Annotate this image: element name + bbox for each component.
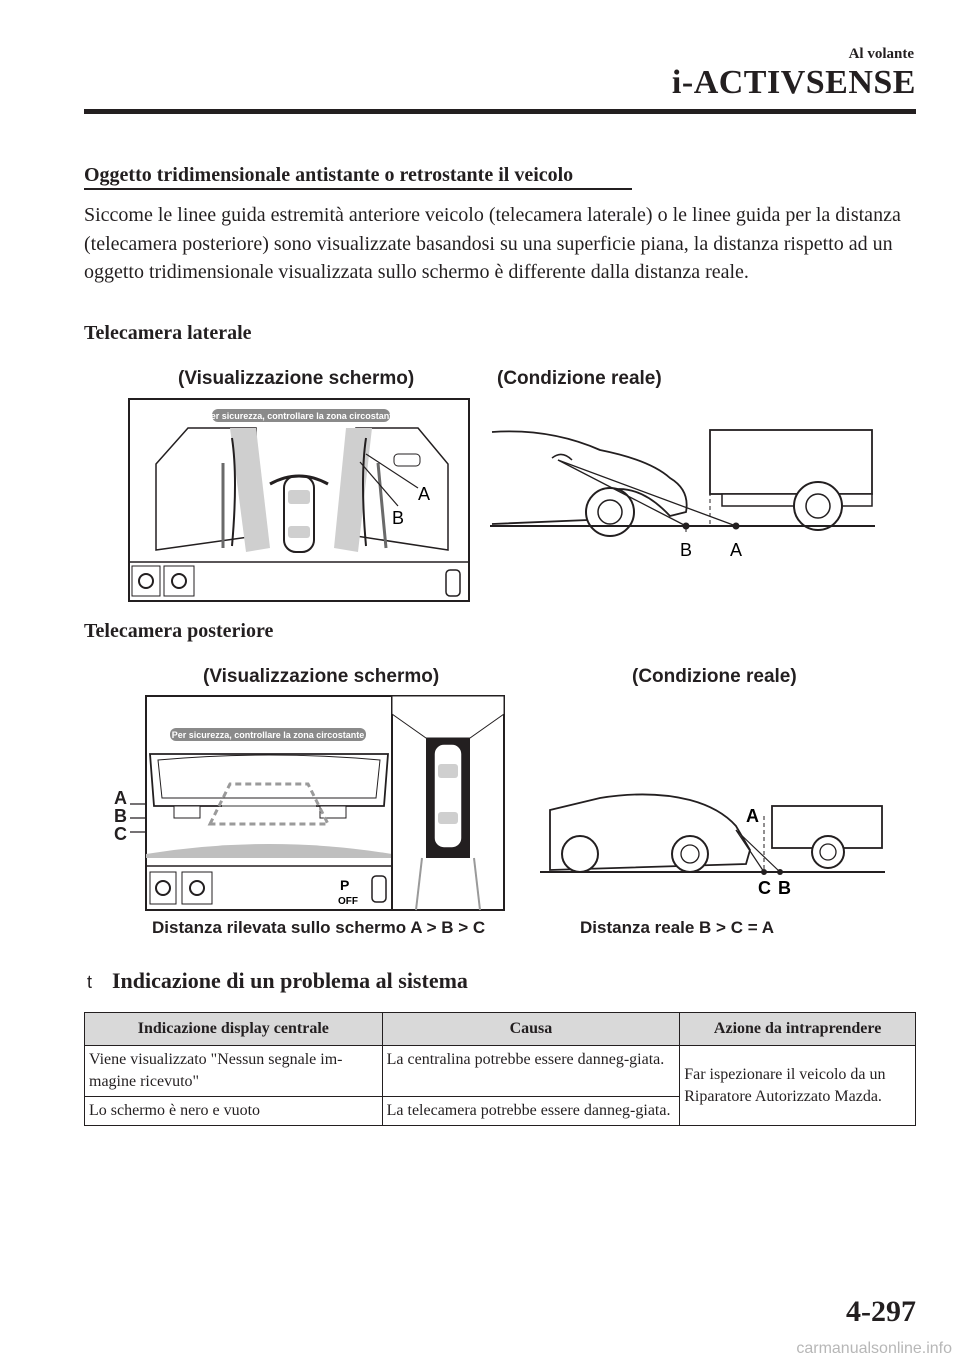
problem-table	[84, 1012, 916, 1126]
rear-screen-label-c: C	[114, 824, 127, 844]
rear-distance-real: Distanza reale B > C = A	[580, 918, 775, 937]
rear-caption-real: (Condizione reale)	[632, 666, 797, 687]
side-real-label-b: B	[680, 540, 693, 560]
rear-off-label: OFF	[338, 896, 358, 907]
table-row	[85, 1046, 916, 1097]
side-real-label-a: A	[730, 540, 743, 560]
rear-camera-heading: Telecamera posteriore	[84, 620, 274, 642]
header-rule	[84, 109, 916, 114]
rear-screen-banner: Per sicurezza, controllare la zona circostante	[171, 730, 365, 740]
rear-distance-screen: Distanza rilevata sullo schermo A > B > C	[152, 918, 486, 937]
section-paragraph: Siccome le linee guida estremità anteriore veicolo (telecamera laterale) o le linee guida per la distanza (telecamera posteriore) sono visualizzate basandosi su una superficie piana, la distanza rispetto ad un oggetto tridimensionale visualizzata sullo schermo è differente dalla distanza reale.	[84, 204, 901, 283]
side-caption-screen: (Visualizzazione schermo)	[178, 368, 415, 389]
header-indication: Indicazione display centrale	[85, 1013, 383, 1046]
rear-real-label-c: C	[758, 878, 771, 898]
rear-caption-screen: (Visualizzazione schermo)	[203, 666, 440, 687]
rear-p-label: P	[340, 877, 350, 893]
bullet-marker: t	[87, 972, 93, 992]
side-caption-real: (Condizione reale)	[497, 368, 662, 389]
side-screen-banner: Per sicurezza, controllare la zona circostante	[204, 411, 398, 421]
problem-title: Indicazione di un problema al sistema	[112, 968, 468, 993]
table-header-row	[85, 1013, 916, 1046]
cell-cause: La telecamera potrebbe essere danneg-giata.	[382, 1097, 680, 1126]
header-cause: Causa	[382, 1013, 680, 1046]
rear-screen-label-b: B	[114, 806, 127, 826]
cell-indication: Lo schermo è nero e vuoto	[85, 1097, 383, 1126]
section-title-underline	[84, 188, 632, 190]
rear-screen-illustration	[130, 694, 506, 912]
rear-real-illustration	[540, 780, 885, 900]
side-real-illustration	[490, 420, 875, 562]
side-screen-illustration	[128, 398, 470, 602]
rear-real-label-a: A	[746, 806, 759, 826]
watermark: carmanualsonline.info	[796, 1340, 952, 1357]
cell-indication: Viene visualizzato "Nessun segnale im-magine ricevuto"	[85, 1046, 383, 1097]
side-screen-label-b: B	[392, 508, 405, 528]
side-screen-label-a: A	[418, 484, 431, 504]
page-number: 4-297	[846, 1295, 916, 1328]
header-action: Azione da intraprendere	[680, 1013, 916, 1046]
cell-cause: La centralina potrebbe essere danneg-giata.	[382, 1046, 680, 1097]
cell-action: Far ispezionare il veicolo da un Riparatore Autorizzato Mazda.	[680, 1046, 916, 1126]
section-title: Oggetto tridimensionale antistante o retrostante il veicolo	[84, 164, 574, 186]
header-section-label: Al volante	[848, 46, 914, 62]
side-camera-heading: Telecamera laterale	[84, 322, 252, 344]
rear-real-label-b: B	[778, 878, 791, 898]
header-chapter-title: i-ACTIVSENSE	[671, 64, 916, 101]
rear-screen-label-a: A	[114, 788, 127, 808]
